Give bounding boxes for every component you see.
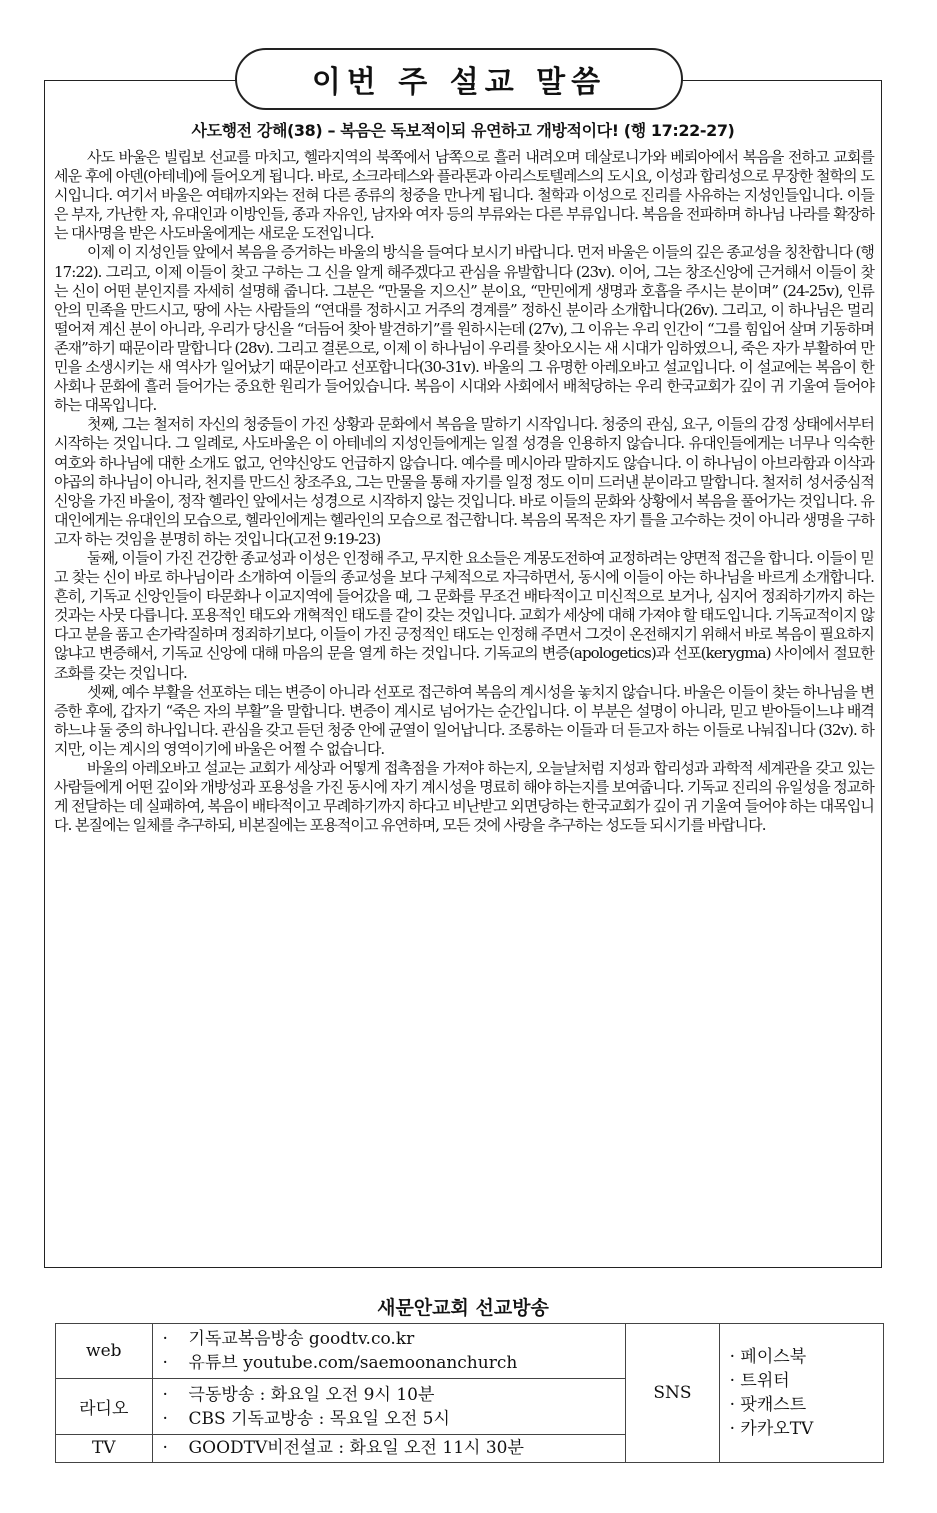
radio-items — [152, 1379, 626, 1434]
bullet-icon: · — [729, 1371, 736, 1391]
list-item: · 기독교복음방송 goodtv.co.kr — [162, 1329, 415, 1350]
broadcast-table — [55, 1323, 884, 1463]
page-title: 이번 주 설교 말씀 — [235, 48, 683, 110]
sermon-paragraph: 둘째, 이들이 가진 건강한 종교성과 이성은 인정해 주고, 무지한 요소들은 계몽도전하여 교정하려는 양면적 접근을 합니다. 이들이 믿고 찾는 신이 바로 하나님이라 소개하여 이들의 종교성을 보다 구체적으로 자극하면서, 동시에 이들이 아는 하나님을 바르게 소개합니다. 흔히, 기독교 신앙인들이 타문화나 이교지역에 들어갔을 때, 그 문화를 무조건 배타적이고 미신적으로 보거나, 심지어 정죄하기까지 하는 것과는 사뭇 다릅니다. 포용적인 태도와 개혁적인 태도를 같이 갖는 것입니다. 교회가 세상에 대해 가져야 할 태도입니다. 기독교적이지 않다고 분을 품고 손가락질하며 정죄하기보다, 이들이 가진 긍정적인 태도는 인정해 주면서 그것이 온전해지기 위해서 바로 복음이 필요하지 않냐고 변증해서, 기독교 신앙에 대해 마음의 문을 열게 하는 것입니다. 기독교의 변증(apologetics)과 선포(kerygma) 사이에서 절묘한 조화를 갖는 것입니다. — [54, 548, 874, 682]
bullet-icon: · — [162, 1438, 168, 1459]
sermon-subtitle: 사도행전 강해(38) – 복음은 독보적이되 유연하고 개방적이다! (행 17:22-27) — [191, 121, 735, 140]
category-radio: 라디오 — [56, 1379, 153, 1434]
list-item: · 페이스북 — [729, 1347, 807, 1367]
bullet-icon: · — [162, 1353, 168, 1374]
list-item: · 극동방송 : 화요일 오전 9시 10분 — [162, 1384, 435, 1405]
bullet-icon: · — [162, 1408, 168, 1429]
list-item: · 유튜브 youtube.com/saemoonanchurch — [162, 1353, 518, 1374]
bullet-icon: · — [729, 1347, 736, 1367]
sermon-body — [54, 148, 874, 835]
sermon-paragraph: 셋째, 예수 부활을 선포하는 데는 변증이 아니라 선포로 접근하여 복음의 계시성을 놓치지 않습니다. 바울은 이들이 찾는 하나님을 변증한 후에, 갑자기 “죽은 자의 부활”을 말합니다. 변증이 계시로 넘어가는 순간입니다. 이 부분은 설명이 아니라, 믿고 받아들이느냐 배격하느냐 둘 중의 하나입니다. 관심을 갖고 듣던 청중 안에 균열이 일어납니다. 조롱하는 이들과 더 듣고자 하는 이들로 나눠집니다 (32v). 하지만, 이는 계시의 영역이기에 바울은 어쩔 수 없습니다. — [54, 682, 874, 758]
sermon-paragraph: 첫째, 그는 철저히 자신의 청중들이 가진 상황과 문화에서 복음을 말하기 시작입니다. 청중의 관심, 요구, 이들의 감정 상태에서부터 시작하는 것입니다. 그 일례로, 사도바울은 이 아테네의 지성인들에게는 일절 성경을 인용하지 않습니다. 유대인들에게는 너무나 익숙한 여호와 하나님에 대한 소개도 없고, 언약신앙도 언급하지 않습니다. 예수를 메시아라 말하지도 않습니다. 이 하나님이 아브라함과 이삭과 야곱의 하나님이 아니라, 천지를 만드신 창조주요, 그는 만물을 통해 자기를 일정 정도 이미 드러낸 분이라고 말합니다. 철저히 성서중심적 신앙을 가진 바울이, 정작 헬라인 앞에서는 성경으로 시작하지 않는 것입니다. 바로 이들의 문화와 상황에서 복음을 풀어가는 것입니다. 유대인에게는 유대인의 모습으로, 헬라인에게는 헬라인의 모습으로 접근합니다. 복음의 목적은 자기 틀을 고수하는 것이 아니라 생명을 구하고자 하는 것임을 분명히 하는 것입니다(고전 9:19-23) — [54, 415, 874, 548]
bullet-icon: · — [729, 1419, 736, 1439]
web-items — [152, 1324, 626, 1379]
broadcast-title: 새문안교회 선교방송 — [377, 1297, 549, 1319]
category-web: web — [56, 1324, 153, 1379]
sns-items — [719, 1324, 883, 1463]
list-item: · 카카오TV — [729, 1419, 814, 1439]
list-item: · 트위터 — [729, 1371, 790, 1391]
sermon-paragraph: 바울의 아레오바고 설교는 교회가 세상과 어떻게 접촉점을 가져야 하는지, 오늘날처럼 지성과 합리성과 과학적 세계관을 갖고 있는 사람들에게 어떤 깊이와 개방성과 포용성을 가진 동시에 자기 계시성을 명료히 해야 하는지를 보여줍니다. 기독교 진리의 유일성을 정교하게 전달하는 데 실패하여, 복음이 배타적이고 무례하기까지 하다고 비난받고 외면당하는 한국교회가 깊이 귀 기울여 들어야 하는 대목입니다. 본질에는 일체를 추구하되, 비본질에는 포용적이고 유연하며, 모든 것에 사랑을 추구하는 성도들 되시기를 바랍니다. — [54, 759, 874, 835]
category-tv: TV — [56, 1434, 153, 1462]
tv-items — [152, 1434, 626, 1462]
sns-label: SNS — [626, 1324, 719, 1463]
bullet-icon: · — [162, 1329, 168, 1350]
bullet-icon: · — [162, 1384, 168, 1405]
sermon-paragraph: 이제 이 지성인들 앞에서 복음을 증거하는 바울의 방식을 들여다 보시기 바랍니다. 먼저 바울은 이들의 깊은 종교성을 칭찬합니다 (행 17:22). 그리고, 이제 이들이 찾고 구하는 그 신을 알게 해주겠다고 관심을 유발합니다 (23v). 이어, 그는 창조신앙에 근거해서 이들이 찾는 신이 어떤 분인지를 자세히 설명해 줍니다. 그분은 “만물을 지으신” 분이요, “만민에게 생명과 호흡을 주시는 분이며” (24-25v), 인류 안의 민족을 만드시고, 땅에 사는 사람들의 “연대를 정하시고 거주의 경계를” 정하신 분이라 소개합니다(26v). 그리고, 이 하나님은 멀리 떨어져 계신 분이 아니라, 우리가 당신을 “더듬어 찾아 발견하기”를 원하시는데 (27v), 그 이유는 우리 인간이 “그를 힘입어 살며 기동하며 존재”하기 때문이라 말합니다 (28v). 그리고 결론으로, 이제 이 하나님이 우리를 찾아오시는 새 시대가 임하였으니, 죽은 자가 부활하여 만민을 소생시키는 새 역사가 일어났기 때문이라고 선포합니다(30-31v). 바울의 그 유명한 아레오바고 설교입니다. 이 설교에는 복음이 한 사회나 문화에 흘러 들어가는 중요한 원리가 들어있습니다. 복음이 시대와 사회에서 배척당하는 우리 한국교회가 깊이 귀 기울여 들어야 하는 대목입니다. — [54, 243, 874, 415]
list-item: · GOODTV비전설교 : 화요일 오전 11시 30분 — [162, 1438, 524, 1459]
list-item: · 팟캐스트 — [729, 1395, 807, 1415]
bullet-icon: · — [729, 1395, 736, 1415]
list-item: · CBS 기독교방송 : 목요일 오전 5시 — [162, 1408, 450, 1429]
sermon-paragraph: 사도 바울은 빌립보 선교를 마치고, 헬라지역의 북쪽에서 남쪽으로 흘러 내려오며 데살로니가와 베뢰아에서 복음을 전하고 교회를 세운 후에 아덴(아테네)에 들어오게 됩니다. 바로, 소크라테스와 플라톤과 아리스토텔레스의 도시요, 이성과 합리성으로 무장한 철학의 도시입니다. 여기서 바울은 여태까지와는 전혀 다른 종류의 청중을 만나게 됩니다. 철학과 이성으로 진리를 사유하는 지성인들입니다. 이들은 부자, 가난한 자, 유대인과 이방인들, 종과 자유인, 남자와 여자 등의 부류와는 다른 부류입니다. 복음을 전파하며 하나님 나라를 확장하는 대사명을 받은 사도바울에게는 새로운 도전입니다. — [54, 148, 874, 243]
table-row — [56, 1324, 884, 1379]
